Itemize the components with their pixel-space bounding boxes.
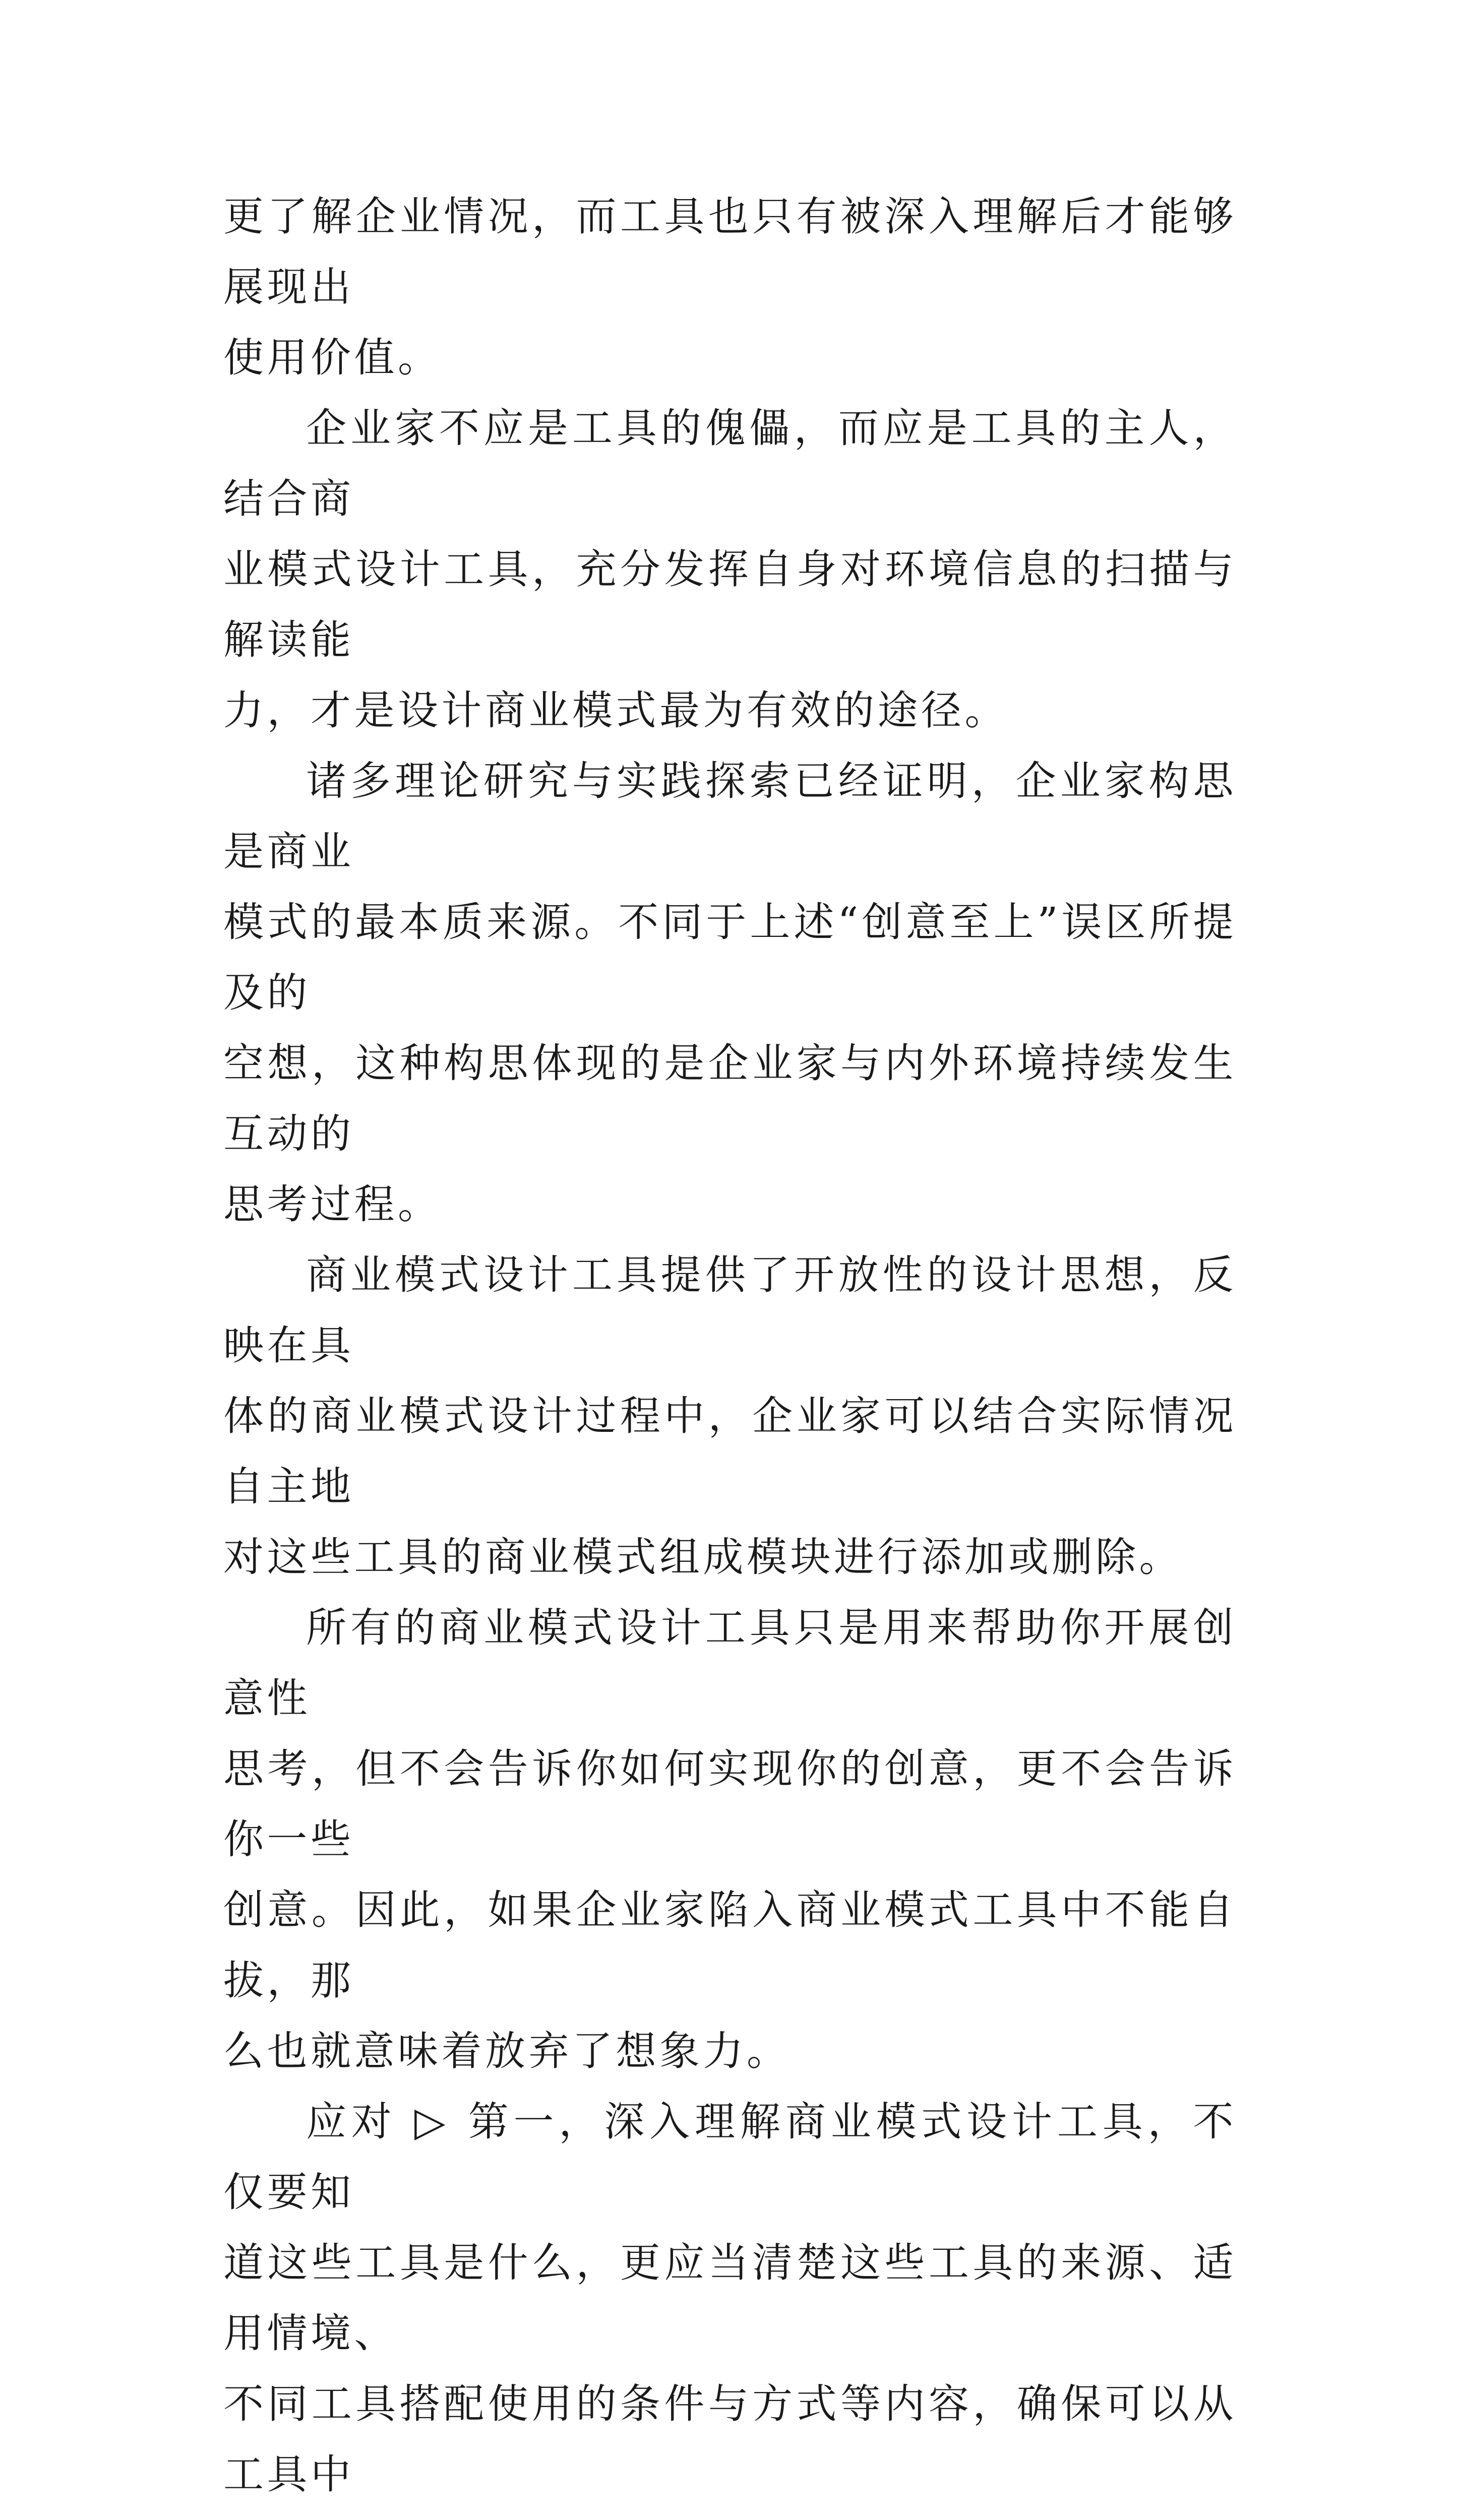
paragraph bbox=[223, 181, 1237, 393]
text-line: 诸多理论研究与实践探索已经证明，企业家构思是商业 bbox=[223, 758, 1237, 875]
text-line: 空想，这种构思体现的是企业家与内外环境持续发生互动的 bbox=[223, 1040, 1237, 1157]
text-line: 商业模式设计工具提供了开放性的设计思想，反映在具 bbox=[223, 1251, 1237, 1369]
text-line: 所有的商业模式设计工具只是用来帮助你开展创意性 bbox=[223, 1604, 1237, 1722]
text-line: 应对 ▷ 第一，深入理解商业模式设计工具，不仅要知 bbox=[223, 2098, 1237, 2216]
paragraph bbox=[223, 746, 1237, 1240]
text-line: 模式的最本质来源。不同于上述“创意至上”误区所提及的 bbox=[223, 899, 1237, 1016]
text-line: 更了解企业情况，而工具也只有被深入理解后才能够展现出 bbox=[223, 193, 1237, 310]
text-line: 思考过程。 bbox=[223, 1181, 442, 1228]
paragraph bbox=[223, 393, 1237, 746]
text-line: 思考，但不会告诉你如何实现你的创意，更不会告诉你一些 bbox=[223, 1745, 1237, 1863]
paragraph bbox=[223, 1240, 1237, 1593]
text-line: 力，才是设计商业模式最为有效的途径。 bbox=[223, 687, 1008, 734]
body-text bbox=[223, 181, 1237, 2520]
text-line: 创意。因此，如果企业家陷入商业模式工具中不能自拔，那 bbox=[223, 1886, 1237, 2004]
text-line: 对这些工具的商业模式组成模块进行添加或删除。 bbox=[223, 1534, 1183, 1581]
text-line: 道这些工具是什么，更应当清楚这些工具的来源、适用情境、 bbox=[223, 2239, 1237, 2357]
text-line: 业模式设计工具，充分发挥自身对环境信息的扫描与解读能 bbox=[223, 546, 1237, 663]
text-line: 使用价值。 bbox=[223, 334, 442, 381]
text-line: 企业家不应是工具的傀儡，而应是工具的主人，结合商 bbox=[223, 405, 1237, 522]
paragraph bbox=[223, 2087, 1237, 2520]
text-line: 不同工具搭配使用的条件与方式等内容，确保可以从工具中 bbox=[223, 2380, 1237, 2498]
text-line: 么也就意味着放弃了想象力。 bbox=[223, 2028, 791, 2074]
paragraph bbox=[223, 1593, 1237, 2087]
text-line: 体的商业模式设计过程中，企业家可以结合实际情况自主地 bbox=[223, 1393, 1237, 1510]
